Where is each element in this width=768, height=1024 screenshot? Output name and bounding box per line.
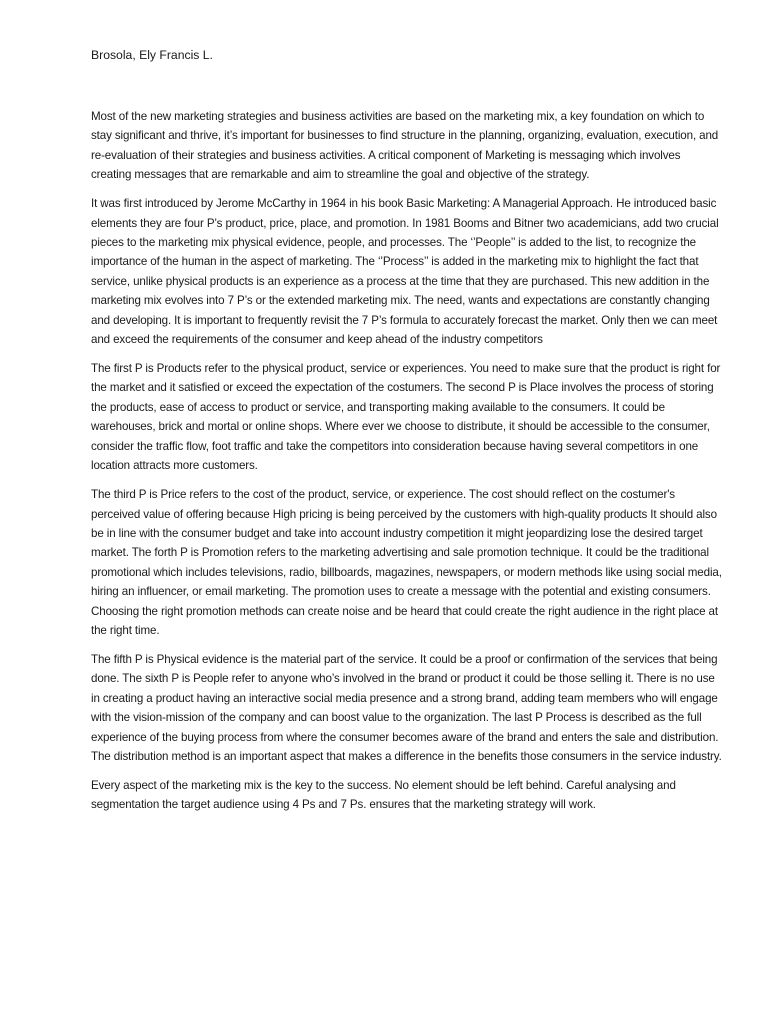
paragraph-conclusion: Every aspect of the marketing mix is the key to the success. No element should be left behind. Careful analysing and segmentation the target audience using 4 Ps and 7 Ps. ensures that the marketing strategy will work. [91,778,676,812]
paragraph-intro: Most of the new marketing strategies and business activities are based on the marketing mix, a key foundation on which to stay significant and thrive, it’s important for businesses to find structure in the planning, organizing, evaluation, execution, and re-evaluation of their strategies and business activities. A critical component of Marketing is messaging which involves creating messages that are remarkable and aim to streamline the goal and objective of the strategy. [91,110,719,182]
paragraph-product-place: The first P is Products refer to the physical product, service or experiences. You need to make sure that the product is right for the market and it satisfied or exceed the expectation of the costumers. The second P is Place involves the process of storing the products, ease of access to product or service, and transporting making available to the consumers. It could be warehouses, brick and mortal or online shops. Where ever we choose to distribute, it should be accessible to the consumer, consider the traffic flow, foot traffic and take the competitors into consideration because having several competitors in one location attracts more customers. [91,362,721,473]
author-name: Brosola, Ely Francis L. [91,48,213,62]
document-body [91,107,723,824]
paragraph-evidence-people-process: The fifth P is Physical evidence is the material part of the service. It could be a proof or confirmation of the services that being done. The sixth P is People refer to anyone who’s involved in the brand or product it could be those selling it. There is no use in creating a product having an interactive social media presence and a strong brand, adding team members who will engage with the vision-mission of the company and can boost value to the organization. The last P Process is described as the full experience of the buying process from where the consumer becomes aware of the brand and enters the sale and distribution. The distribution method is an important aspect that makes a difference in the benefits those consumers in the service industry. [91,652,722,763]
paragraph-history: It was first introduced by Jerome McCarthy in 1964 in his book Basic Marketing: A Managerial Approach. He introduced basic elements they are four P’s product, price, place, and promotion. In 1981 Booms and Bitner two academicians, add two crucial pieces to the marketing mix physical evidence, people, and processes. The ‘’People’’ is added to the list, to recognize the importance of the human in the aspect of marketing. The ‘’Process’’ is added in the marketing mix to highlight the fact that service, unlike physical products is an experience as a process at the time that they are purchased. This new addition in the marketing mix evolves into 7 P’s or the extended marketing mix. The need, wants and expectations are constantly changing and developing. It is important to frequently revisit the 7 P’s formula to accurately forecast the market. Only then we can meet and exceed the requirements of the consumer and keep ahead of the industry competitors [91,197,719,347]
paragraph-price-promotion: The third P is Price refers to the cost of the product, service, or experience. The cost should reflect on the costumer's perceived value of offering because High pricing is being perceived by the customers with high-quality products It should also be in line with the consumer budget and take into account industry competition it might jeopardizing lose the desired target market. The forth P is Promotion refers to the marketing advertising and sale promotion technique. It could be the traditional promotional which includes televisions, radio, billboards, magazines, newspapers, or modern methods like using social media, hiring an influencer, or email marketing. The promotion uses to create a message with the potential and existing consumers. Choosing the right promotion methods can create noise and be heard that could create the right audience in the right place at the right time. [91,488,722,637]
